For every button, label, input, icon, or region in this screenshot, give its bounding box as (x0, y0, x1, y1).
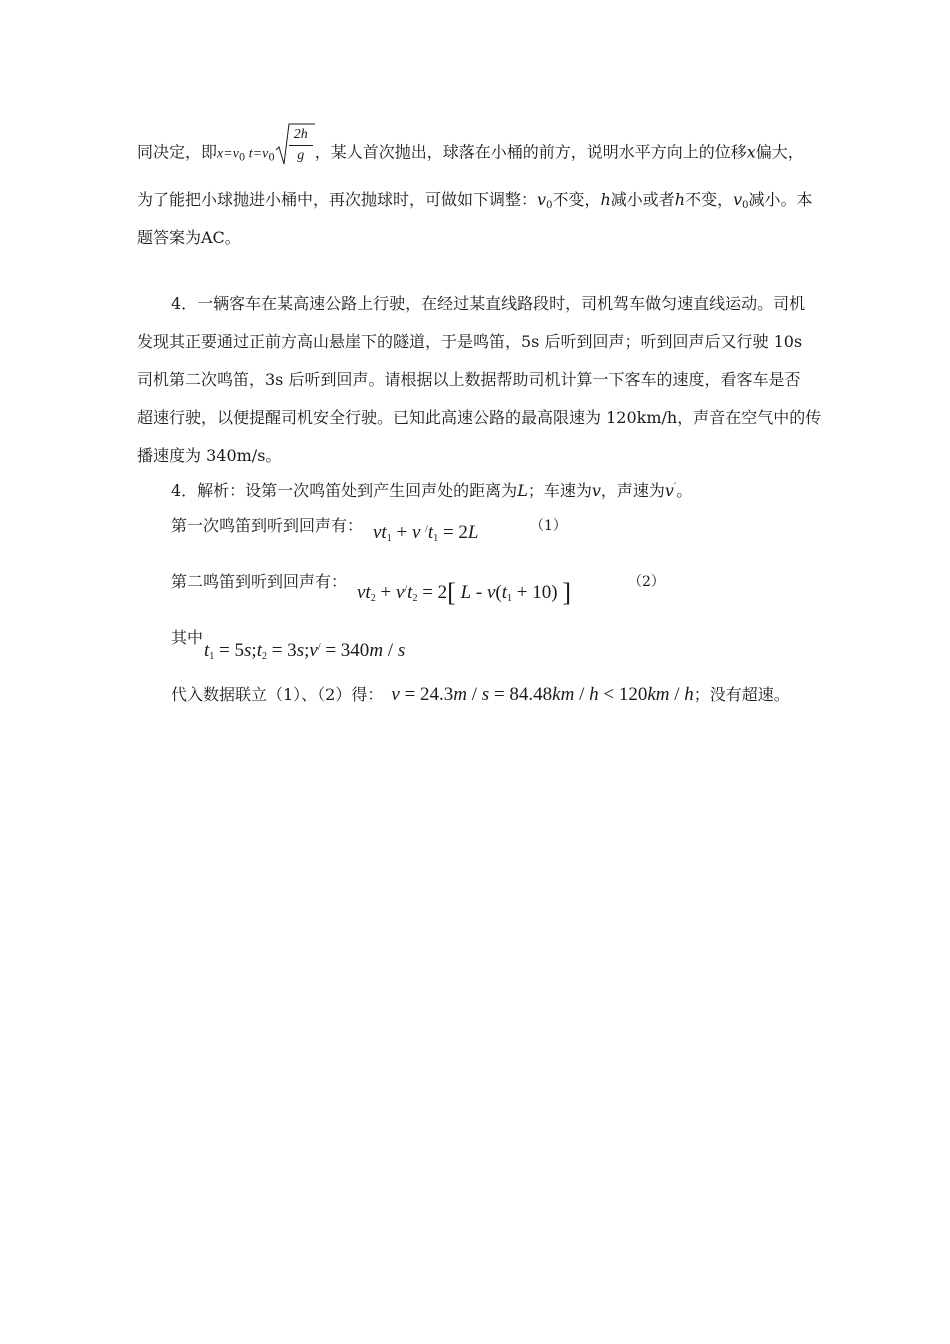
result-line (171, 685, 790, 705)
text: ；车速为 (527, 481, 592, 500)
math-var: h (600, 190, 611, 209)
equation-1: $vt_1 + v$ $^/t_1 = 2L$ (373, 522, 479, 544)
fraction-denominator: g (297, 148, 305, 163)
math-var: v (733, 190, 743, 209)
fraction-numerator: 2h (293, 127, 308, 142)
math-var: h (674, 190, 686, 209)
equation-1-number: （1） (530, 518, 567, 534)
math-var: v (664, 481, 674, 500)
text: ，声速为 (600, 481, 665, 500)
equation-2: $vt_2 + v^/t_2 = 2$[ $L - v(t_1 + 10)$ ] (357, 578, 571, 607)
text: 减小或者 (610, 190, 675, 209)
solution-intro (171, 478, 692, 501)
paragraph-line (137, 127, 804, 171)
fraction-bar (289, 145, 313, 146)
math-op: = (252, 146, 263, 162)
math-sub: 0 (238, 152, 246, 164)
question-line: 司机第二次鸣笛，3s 后听到回声。请根据以上数据帮助司机计算一下客车的速度，看客车是否 (137, 370, 801, 389)
text: 不变， (685, 190, 734, 209)
math-var: t (245, 146, 253, 162)
math-var: L (517, 481, 528, 500)
math-var: x (746, 142, 756, 162)
math-sub: 0 (742, 200, 749, 211)
text: 同决定，即 (137, 142, 218, 162)
question-line: 超速行驶，以便提醒司机安全行驶。已知此高速公路的最高限速为 120km/h，声音在空气中的传 (137, 408, 822, 427)
question-line: 播速度为 340m/s。 (137, 446, 282, 465)
math-var: x (217, 146, 224, 162)
paragraph-line: 题答案为AC。 (137, 228, 241, 247)
text: 代入数据联立（1）、（2）得： (171, 685, 384, 704)
text: 4．解析：设第一次鸣笛处到产生回声处的距离为 (171, 481, 518, 500)
math-var: v (232, 146, 239, 162)
paragraph-line (137, 190, 813, 216)
math-var: v (262, 146, 269, 162)
sqrt-formula (275, 122, 315, 166)
math-prime: ′ (673, 482, 677, 493)
equation-1-label: 第一次鸣笛到听到回声有： (171, 516, 364, 535)
math-var: v (537, 190, 547, 209)
equation-2-label: 第二鸣笛到听到回声有： (171, 572, 348, 591)
result-formula: v = 24.3m / s = 84.48km / h < 120km / h (391, 684, 694, 705)
question-line: 4．一辆客车在某高速公路上行驶，在经过某直线路段时，司机驾车做匀速直线运动。司机 (171, 294, 806, 313)
math-op: = (223, 146, 233, 162)
math-sub: 0 (546, 200, 553, 211)
text: ，某人首次抛出，球落在小桶的前方，说明水平方向上的位移 (314, 142, 747, 162)
given-values: $t_1$ = $5s;t_2$ = 3s;v/ = 340m / s (204, 640, 406, 662)
equation-2-number: （2） (628, 574, 665, 590)
where-label: 其中 (171, 628, 204, 647)
text: 。 (676, 481, 693, 500)
text: 偏大， (755, 142, 804, 162)
fraction (289, 126, 313, 165)
text: 减小。本 (748, 190, 813, 209)
math-var: v (591, 481, 601, 500)
text: 为了能把小球抛进小桶中，再次抛球时，可做如下调整： (137, 190, 538, 209)
text: ；没有超速。 (693, 685, 790, 704)
text: 不变， (552, 190, 601, 209)
question-line: 发现其正要通过正前方高山悬崖下的隧道，于是鸣笛，5s 后听到回声；听到回声后又行驶 10s (137, 332, 803, 351)
math-sub: 0 (268, 152, 275, 164)
